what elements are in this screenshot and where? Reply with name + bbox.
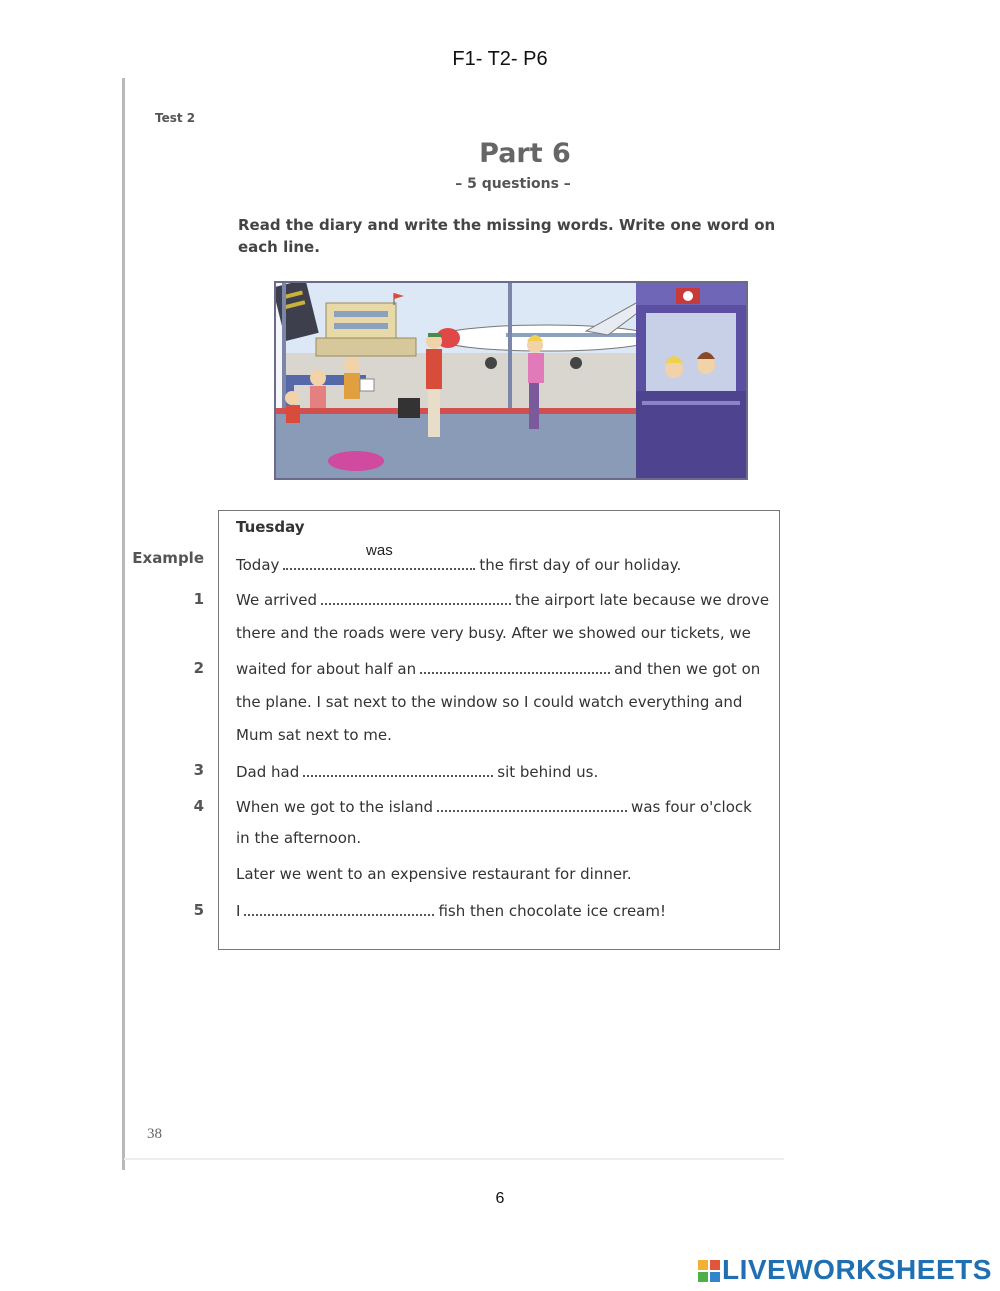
diary-line-3: there and the roads were very busy. After we showed our tickets, we bbox=[236, 624, 751, 642]
scan-page-edge bbox=[122, 78, 125, 1170]
q1-text-after: the airport late because we drove bbox=[515, 591, 770, 609]
scan-page-bottom-edge bbox=[124, 1158, 784, 1160]
worksheet-page-number: 6 bbox=[495, 1190, 505, 1207]
diary-line-q5 bbox=[236, 900, 666, 920]
q3-text-before: Dad had bbox=[236, 763, 300, 781]
question-3-label: 3 bbox=[193, 761, 204, 779]
q5-text-before: I bbox=[236, 902, 241, 920]
airport-illustration bbox=[274, 281, 748, 480]
diary-line-q3 bbox=[236, 761, 598, 781]
q5-text-after: fish then chocolate ice cream! bbox=[438, 902, 667, 920]
diary-line-9: in the afternoon. bbox=[236, 829, 362, 847]
q4-text-before: When we got to the island bbox=[236, 798, 434, 816]
diary-line-5: the plane. I sat next to the window so I could watch everything and bbox=[236, 693, 743, 711]
diary-line-q4 bbox=[236, 796, 752, 816]
liveworksheets-wordmark: LIVEWORKSHEETS bbox=[722, 1254, 992, 1285]
q1-answer-blank[interactable] bbox=[321, 589, 511, 605]
part-title: Part 6 bbox=[479, 138, 571, 169]
q4-answer-blank[interactable] bbox=[437, 796, 627, 812]
diary-line-10: Later we went to an expensive restaurant for dinner. bbox=[236, 865, 632, 883]
question-1-label: 1 bbox=[193, 590, 204, 608]
q2-text-before: waited for about half an bbox=[236, 660, 417, 678]
diary-line-2 bbox=[236, 658, 760, 678]
question-2-label: 2 bbox=[193, 659, 204, 677]
book-page-number: 38 bbox=[147, 1126, 162, 1142]
airport-scene-svg bbox=[276, 283, 746, 478]
q5-answer-blank[interactable] bbox=[244, 900, 434, 916]
diary-line-1 bbox=[236, 589, 769, 609]
question-5-label: 5 bbox=[193, 901, 204, 919]
q1-text-before: We arrived bbox=[236, 591, 318, 609]
q4-text-after: was four o'clock bbox=[631, 798, 752, 816]
example-text-after: the first day of our holiday. bbox=[479, 556, 682, 574]
instructions: Read the diary and write the missing words. Write one word on each line. bbox=[238, 216, 776, 256]
diary-day-heading: Tuesday bbox=[236, 518, 305, 536]
example-text-before: Today bbox=[236, 556, 280, 574]
example-blank bbox=[283, 542, 475, 570]
q2-text-after: and then we got on bbox=[614, 660, 761, 678]
part-subtitle: – 5 questions – bbox=[455, 176, 571, 192]
diary-line-example bbox=[236, 542, 682, 574]
example-label: Example bbox=[132, 549, 204, 567]
example-answer: was bbox=[366, 542, 393, 559]
test-label: Test 2 bbox=[155, 111, 196, 125]
q2-answer-blank[interactable] bbox=[420, 658, 610, 674]
diary-line-6: Mum sat next to me. bbox=[236, 726, 392, 744]
question-4-label: 4 bbox=[193, 797, 204, 815]
q3-answer-blank[interactable] bbox=[303, 761, 493, 777]
worksheet-title: F1- T2- P6 bbox=[452, 48, 548, 70]
liveworksheets-logo-icon bbox=[698, 1260, 720, 1282]
q3-text-after: sit behind us. bbox=[497, 763, 599, 781]
